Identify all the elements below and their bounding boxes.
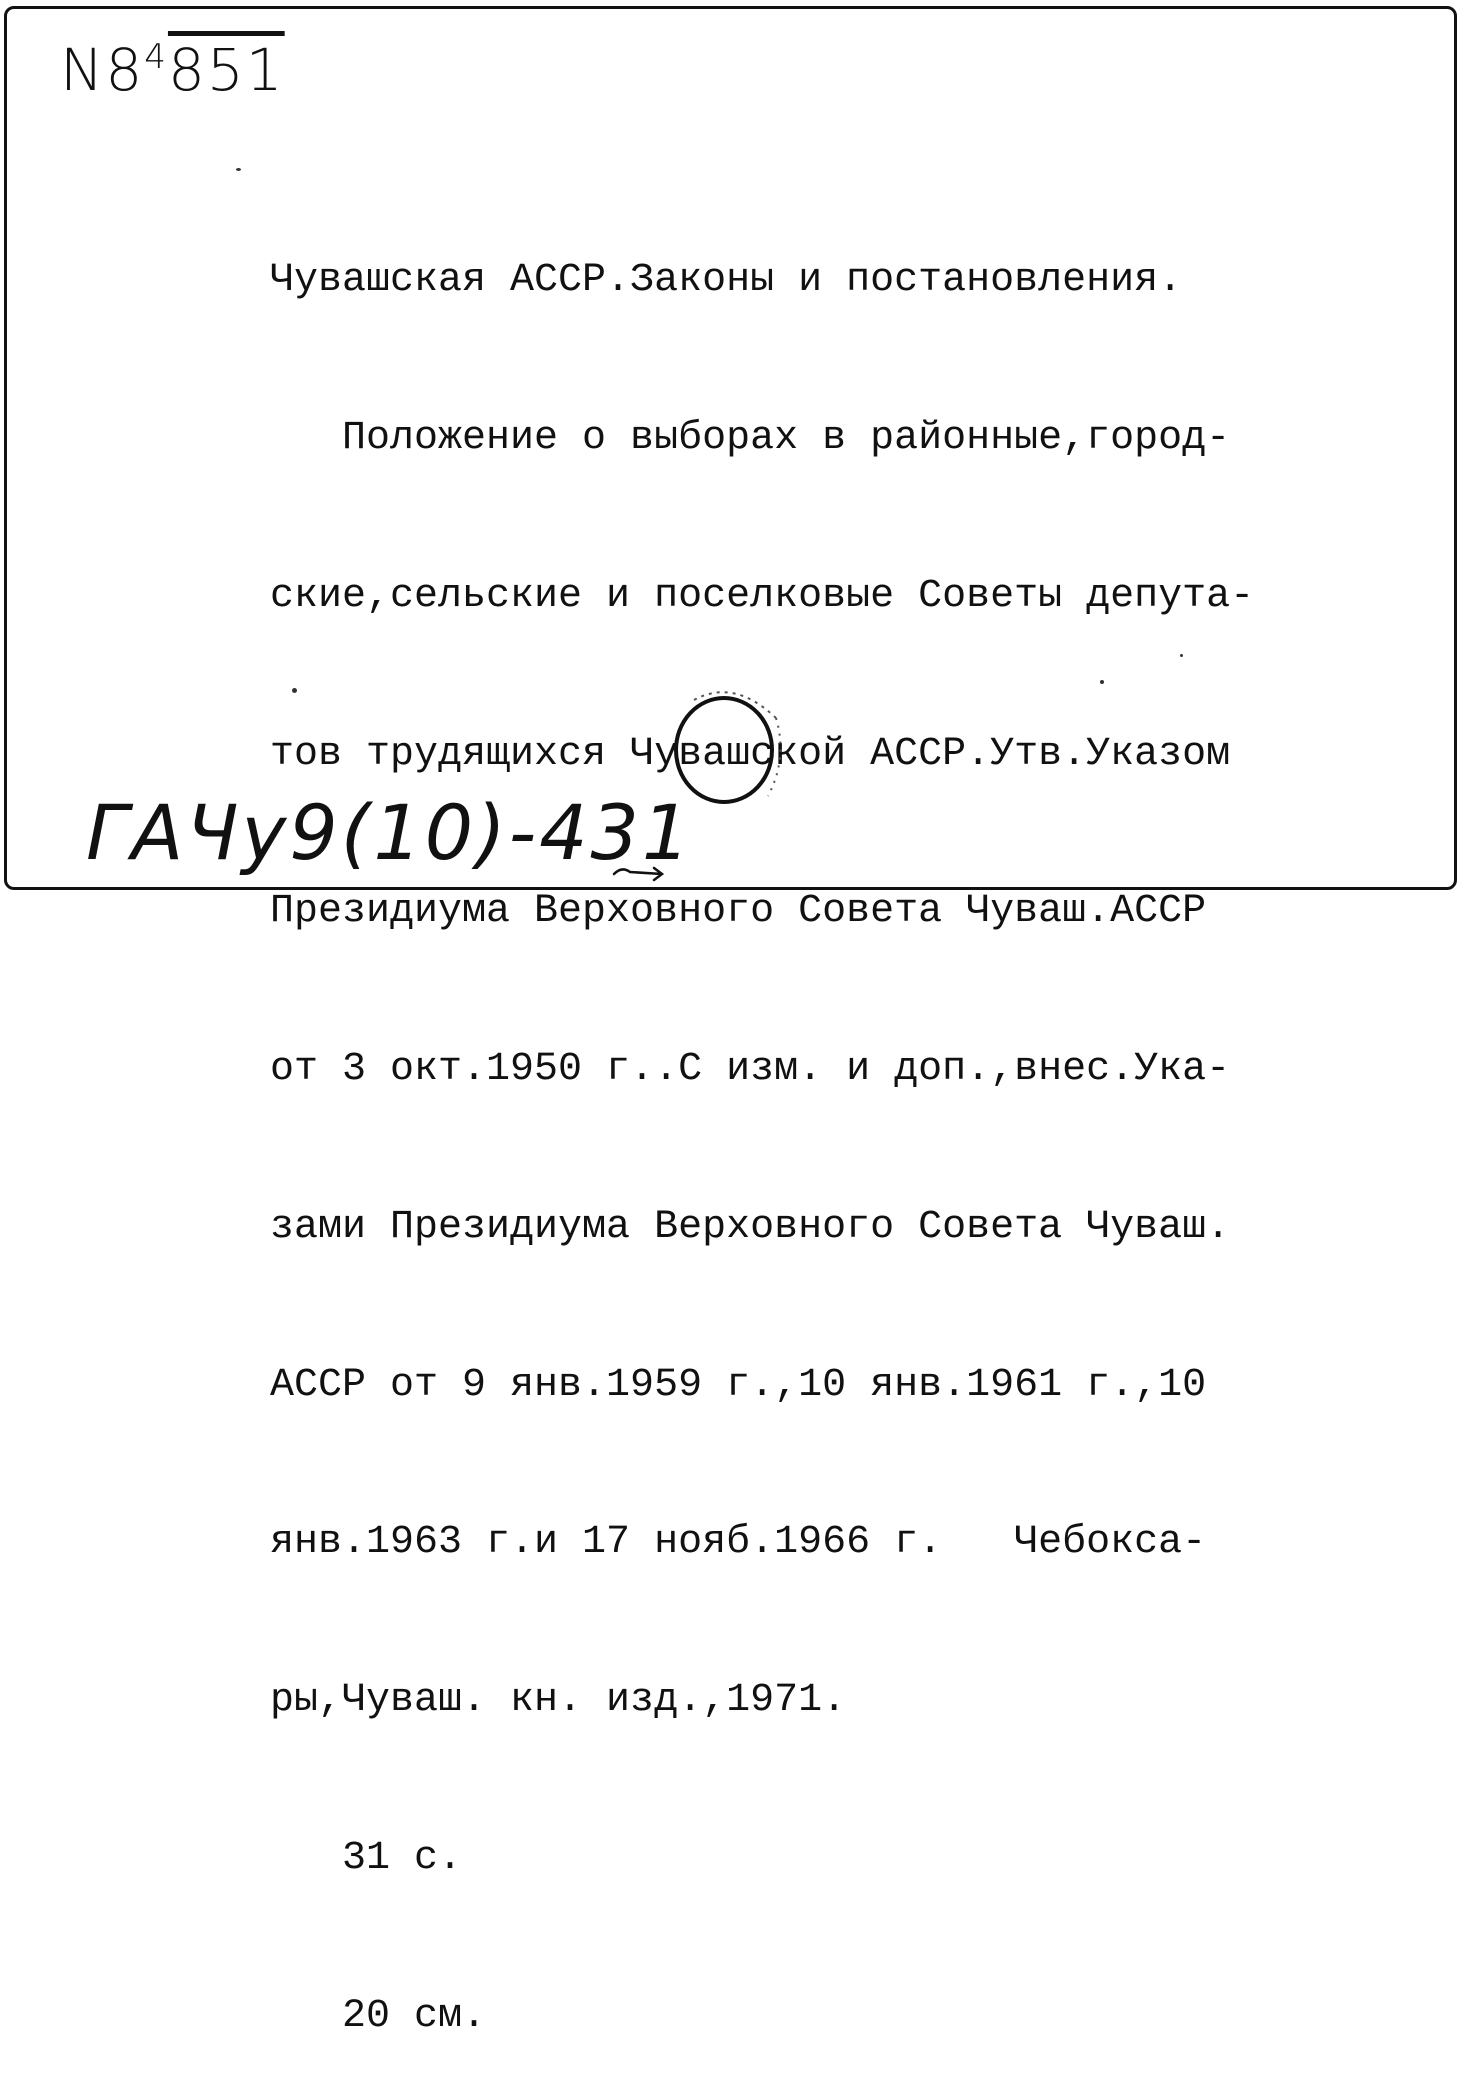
description-line: 20 см. [270,1993,487,2039]
handwritten-call-number [60,36,285,104]
description-line: от 3 окт.1950 г..С изм. и доп.,внес.Ука- [270,1047,1231,1093]
description-line: 31 с. [270,1836,463,1881]
handwritten-shelfmark: ГАЧу9(10)-431 [86,788,694,877]
description-line: Чувашская АССР.Законы и постановления. [270,258,1183,304]
description-line: тов трудящихся Чувашской АССР.Утв.Указом [270,731,1231,777]
description-line: Положение о выборах в районные,город- [270,415,1231,461]
bibliographic-description [270,150,1435,2096]
description-line: зами Президиума Верховного Совета Чуваш. [270,1204,1231,1250]
ink-speck [236,168,241,171]
call-number-prefix: N8 [60,36,145,104]
ink-speck [292,688,297,693]
call-number-superscript: 4 [144,37,168,77]
arrow-scribble-icon [612,862,666,882]
description-line: Президиума Верховного Совета Чуваш.АССР [270,889,1207,935]
ink-speck [1100,680,1104,684]
description-line: ские,сельские и поселковые Советы депута- [270,573,1255,619]
description-line: АССР от 9 янв.1959 г.,10 янв.1961 г.,10 [270,1362,1207,1408]
call-number-suffix: 851 [167,36,285,104]
description-line: янв.1963 г.и 17 нояб.1966 г. Чебокса- [270,1520,1207,1566]
description-line: ры,Чуваш. кн. изд.,1971. [270,1678,847,1724]
ink-speck [1180,654,1183,657]
